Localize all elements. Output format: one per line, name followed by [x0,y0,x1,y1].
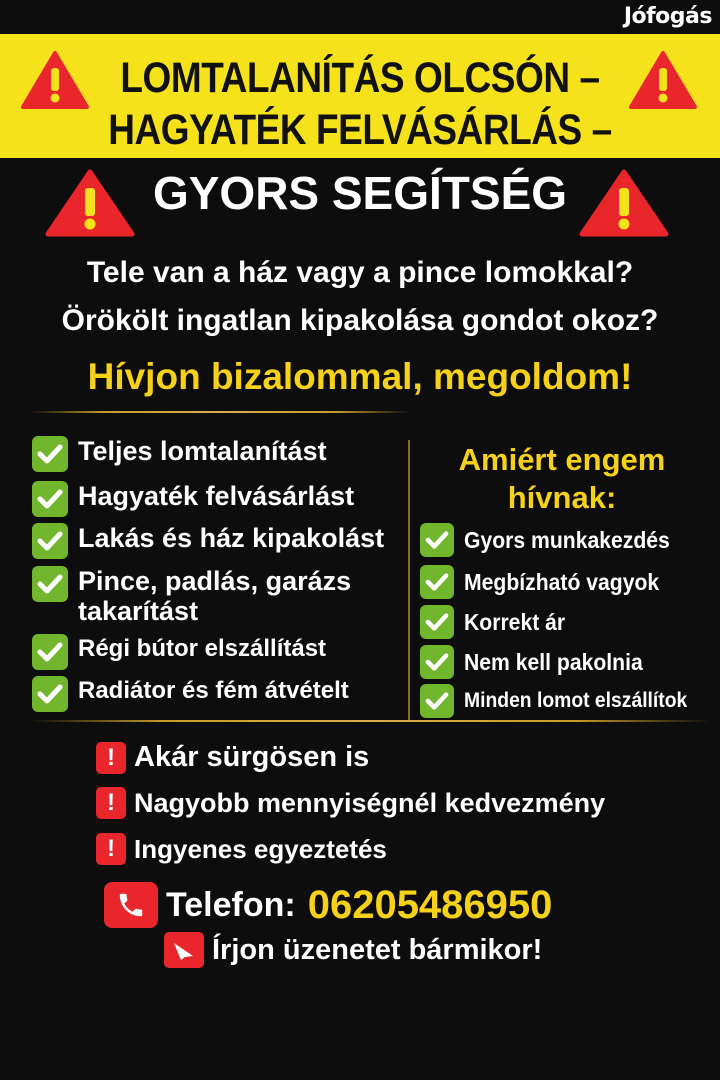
why-label: Gyors munkakezdés [464,526,670,553]
service-item [32,481,354,517]
service-item [32,523,384,559]
checkmark-icon [420,684,454,718]
note-label: Akár sürgösen is [134,741,370,773]
column-divider [408,440,410,720]
service-label: Régi bútor elszállítást [78,635,327,662]
call-to-action: Hívjon bizalommal, megoldom! [87,356,633,397]
divider [30,411,410,413]
why-label: Megbízható vagyok [464,568,660,595]
service-label: Pince, padlás, garázs takarítást [78,566,352,626]
checkmark-icon [32,566,68,602]
why-item [420,565,676,599]
phone-number[interactable]: 06205486950 [307,882,553,927]
headline-line-1: LOMTALANÍTÁS OLCSÓN – [120,54,600,102]
checkmark-icon [32,481,68,517]
warning-triangle-icon [20,50,90,110]
why-label: Nem kell pakolnia [464,648,643,675]
why-title: Amiért engem hívnak: [458,442,666,515]
watermark: Jófogás [623,4,712,29]
why-item [420,523,688,557]
phone-icon [104,882,158,928]
question-2: Örökölt ingatlan kipakolása gondot okoz? [61,304,659,337]
message-label: Írjon üzenetet bármikor! [212,933,543,966]
why-label: Minden lomot elszállítok [464,689,688,712]
phone-contact[interactable] [104,882,552,928]
why-label: Korrekt ár [464,608,566,635]
service-item [32,676,349,712]
checkmark-icon [420,523,454,557]
note-item [96,741,369,774]
why-item [420,605,574,639]
service-item [32,436,327,472]
service-item [32,566,378,626]
checkmark-icon [420,645,454,679]
checkmark-icon [420,565,454,599]
service-label: Teljes lomtalanítást [78,436,327,466]
checkmark-icon [32,523,68,559]
exclamation-icon: ! [96,742,126,774]
note-item [96,833,387,865]
checkmark-icon [32,634,68,670]
note-item [96,787,605,819]
headline-line-3: GYORS SEGÍTSÉG [152,167,568,219]
exclamation-icon: ! [96,787,126,819]
checkmark-icon [32,676,68,712]
headline-banner [0,34,720,158]
service-label: Hagyaték felvásárlást [78,481,355,511]
divider [30,720,710,722]
note-label: Ingyenes egyeztetés [134,833,387,864]
phone-label: Telefon: [166,885,296,924]
question-1: Tele van a ház vagy a pince lomokkal? [86,256,634,289]
checkmark-icon [420,605,454,639]
service-label: Lakás és ház kipakolást [78,523,385,553]
message-contact[interactable] [164,932,542,968]
why-item [420,645,658,679]
headline-line-2: HAGYATÉK FELVÁSÁRLÁS – [108,106,612,154]
note-label: Nagyobb mennyiségnél kedvezmény [134,787,606,818]
exclamation-icon: ! [96,833,126,865]
warning-triangle-icon [628,50,698,110]
checkmark-icon [32,436,68,472]
message-icon [164,932,204,968]
service-label: Radiátor és fém átvételt [78,677,349,704]
service-item [32,634,326,670]
why-item [420,684,707,718]
